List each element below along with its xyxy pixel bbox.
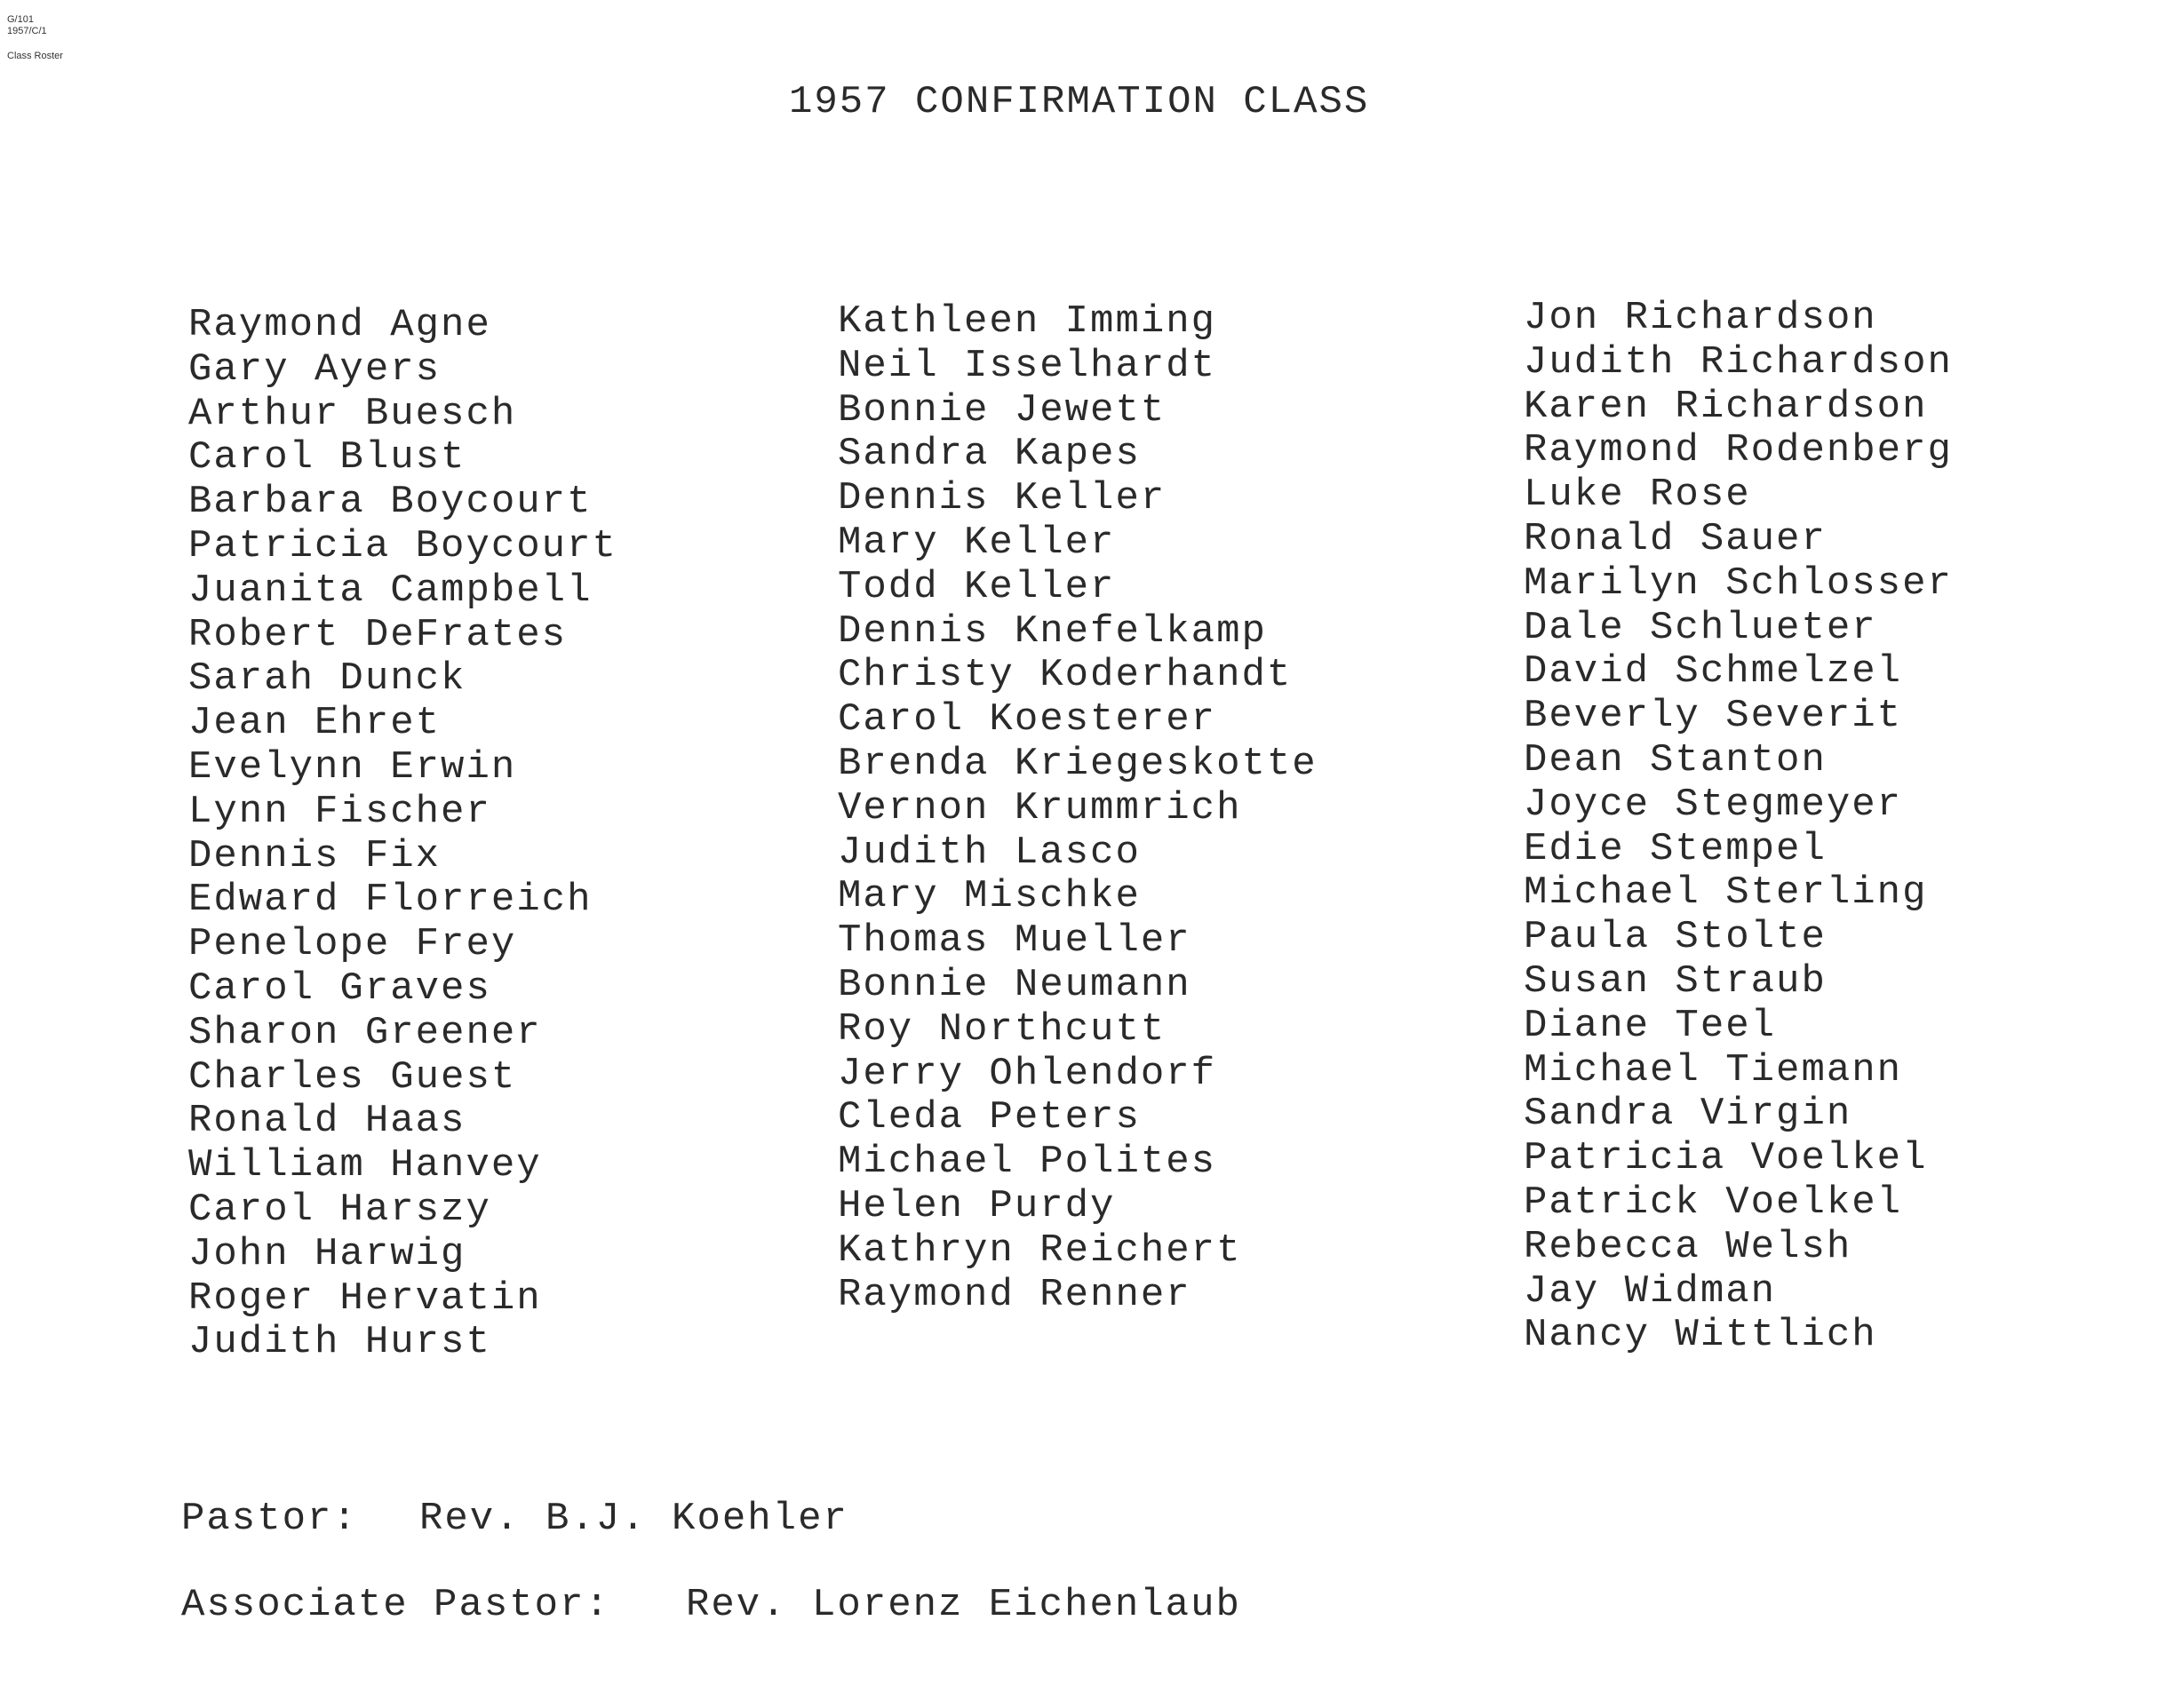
roster-name: Judith Hurst	[188, 1320, 491, 1365]
roster-name: Cleda Peters	[838, 1095, 1141, 1140]
roster-name: Barbara Boycourt	[188, 480, 593, 525]
roster-name: Jerry Ohlendorf	[838, 1051, 1217, 1096]
associate-pastor-line	[181, 1583, 1241, 1627]
roster-name: Judith Richardson	[1524, 339, 1953, 385]
roster-name: Brenda Kriegeskotte	[838, 741, 1318, 786]
roster-name: Dale Schlueter	[1524, 605, 1877, 650]
roster-name: Jay Widman	[1524, 1268, 1777, 1314]
document-reference	[7, 14, 63, 62]
roster-name: Kathleen Imming	[838, 299, 1217, 344]
roster-name: Juanita Campbell	[188, 568, 593, 613]
roster-name: Michael Sterling	[1524, 870, 1928, 916]
roster-name: Sarah Dunck	[188, 656, 466, 702]
associate-pastor-label: Associate Pastor:	[181, 1583, 610, 1627]
roster-name: Bonnie Neumann	[838, 962, 1191, 1007]
roster-name: Carol Koesterer	[838, 697, 1217, 743]
roster-name: Paula Stolte	[1524, 915, 1827, 960]
roster-name: Marilyn Schlosser	[1524, 560, 1953, 606]
roster-name: Sharon Greener	[188, 1010, 542, 1055]
roster-name: Ronald Sauer	[1524, 516, 1827, 561]
roster-name: Roy Northcutt	[838, 1006, 1167, 1052]
roster-name: Joyce Stegmeyer	[1524, 782, 1903, 827]
roster-name: Luke Rose	[1524, 473, 1751, 518]
roster-name: David Schmelzel	[1524, 649, 1903, 695]
roster-name: Diane Teel	[1524, 1003, 1777, 1048]
roster-column-2	[838, 300, 1318, 1317]
pastor-line	[181, 1497, 848, 1541]
roster-name: Roger Hervatin	[188, 1275, 542, 1321]
roster-name: Rebecca Welsh	[1524, 1224, 1852, 1269]
roster-name: Todd Keller	[838, 564, 1116, 609]
roster-name: Charles Guest	[188, 1054, 517, 1100]
roster-name: Bonnie Jewett	[838, 387, 1167, 433]
roster-name: Neil Isselhardt	[838, 343, 1217, 388]
roster-name: Patrick Voelkel	[1524, 1180, 1903, 1225]
roster-name: Carol Harszy	[188, 1187, 491, 1232]
roster-name: Dennis Keller	[838, 476, 1167, 521]
roster-name: Lynn Fischer	[188, 789, 491, 834]
roster-name: Susan Straub	[1524, 958, 1827, 1004]
roster-name: Michael Tiemann	[1524, 1047, 1903, 1092]
reference-date-code: 1957/C/1	[7, 26, 47, 36]
roster-name: Nancy Wittlich	[1524, 1313, 1877, 1358]
roster-name: Sandra Kapes	[838, 432, 1141, 477]
roster-name: Carol Blust	[188, 435, 466, 481]
roster-name: Dennis Fix	[188, 833, 442, 878]
roster-name: Dennis Knefelkamp	[838, 608, 1267, 654]
roster-name: Michael Polites	[838, 1140, 1217, 1185]
roster-name: Helen Purdy	[838, 1183, 1116, 1228]
reference-code: G/101	[7, 14, 34, 25]
roster-name: Patricia Voelkel	[1524, 1136, 1928, 1181]
roster-name: Christy Koderhandt	[838, 653, 1293, 698]
associate-pastor-name: Rev. Lorenz Eichenlaub	[686, 1583, 1241, 1627]
roster-name: Raymond Renner	[838, 1272, 1191, 1317]
reference-label: Class Roster	[7, 51, 63, 61]
roster-name: Mary Mischke	[838, 874, 1141, 919]
roster-name: Raymond Agne	[188, 303, 491, 347]
roster-name: Judith Lasco	[838, 830, 1141, 875]
roster-name: Gary Ayers	[188, 346, 442, 392]
roster-name: Mary Keller	[838, 520, 1116, 565]
roster-name: Jon Richardson	[1524, 296, 1877, 340]
roster-name: Patricia Boycourt	[188, 523, 617, 568]
roster-name: Raymond Rodenberg	[1524, 428, 1953, 473]
roster-name: Karen Richardson	[1524, 384, 1928, 429]
page-title: 1957 CONFIRMATION CLASS	[789, 80, 1370, 124]
roster-name: Robert DeFrates	[188, 612, 568, 657]
roster-name: Carol Graves	[188, 965, 491, 1011]
roster-name: Penelope Frey	[188, 922, 517, 967]
roster-name: Edie Stempel	[1524, 826, 1827, 871]
roster-column-3	[1524, 297, 1953, 1358]
roster-name: Dean Stanton	[1524, 737, 1827, 783]
roster-name: John Harwig	[188, 1231, 466, 1276]
roster-name: William Hanvey	[188, 1143, 542, 1188]
roster-name: Jean Ehret	[188, 701, 442, 746]
roster-column-1	[188, 304, 617, 1365]
roster-name: Kathryn Reichert	[838, 1227, 1242, 1273]
roster-name: Beverly Severit	[1524, 694, 1903, 739]
roster-name: Edward Florreich	[188, 878, 593, 923]
pastor-name: Rev. B.J. Koehler	[419, 1497, 848, 1541]
roster-name: Ronald Haas	[188, 1099, 466, 1144]
roster-name: Arthur Buesch	[188, 391, 517, 436]
roster-name: Evelynn Erwin	[188, 744, 517, 790]
pastor-label: Pastor:	[181, 1497, 358, 1541]
roster-name: Vernon Krummrich	[838, 785, 1242, 830]
roster-name: Thomas Mueller	[838, 918, 1191, 964]
roster-name: Sandra Virgin	[1524, 1092, 1852, 1137]
